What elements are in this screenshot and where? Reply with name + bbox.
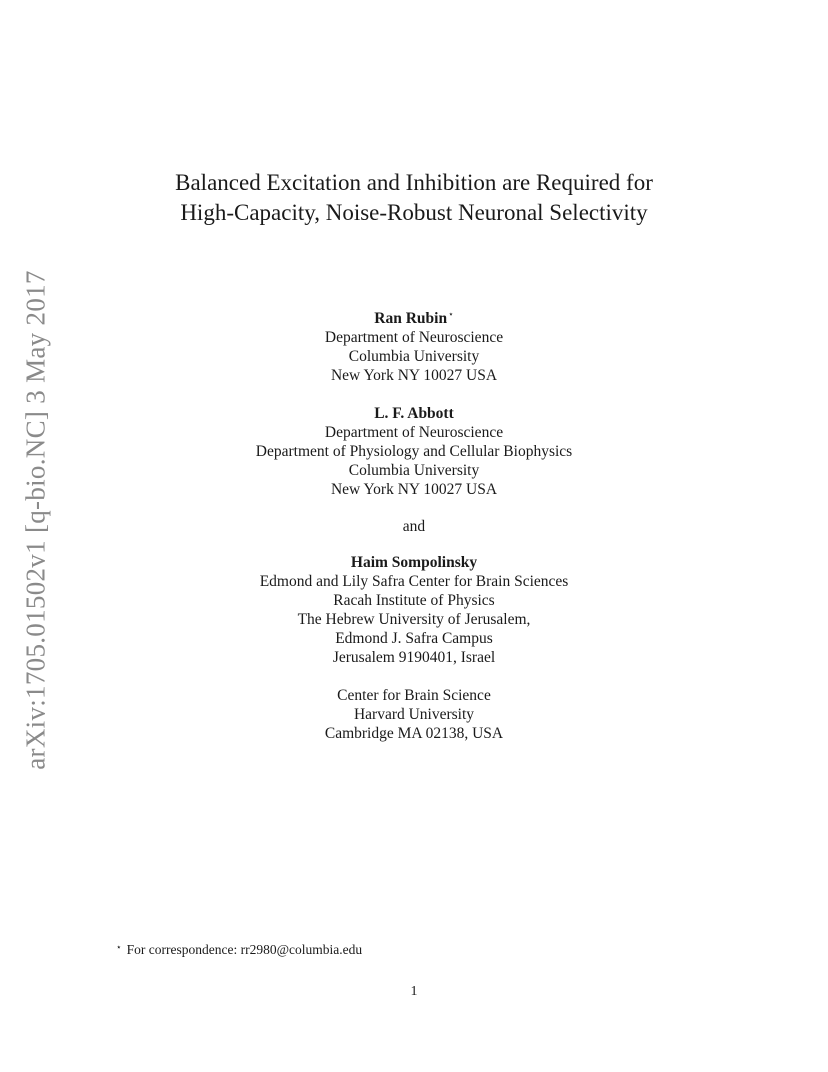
affiliation-line: Center for Brain Science — [337, 687, 491, 704]
author-block-sompolinsky — [0, 553, 828, 667]
affiliation-line: Racah Institute of Physics — [333, 592, 495, 609]
affiliation-line: Edmond J. Safra Campus — [335, 630, 493, 647]
author-name: Haim Sompolinsky — [350, 554, 478, 571]
footnote-text: For correspondence: rr2980@columbia.edu — [126, 942, 363, 957]
author-block-rubin — [0, 305, 828, 385]
title-line-2: High-Capacity, Noise-Robust Neuronal Selectivity — [180, 200, 648, 225]
correspondence-mark: ⋆ — [448, 309, 454, 319]
affiliation-line: Edmond and Lily Safra Center for Brain Sciences — [259, 573, 569, 590]
paper-title — [0, 168, 828, 228]
affiliation-line: New York NY 10027 USA — [330, 367, 498, 384]
footnote-mark: ⋆ — [116, 942, 122, 952]
affiliation-line: New York NY 10027 USA — [330, 481, 498, 498]
affiliation-line: Harvard University — [353, 706, 475, 723]
author-name: Ran Rubin⋆ — [374, 309, 454, 327]
correspondence-footnote — [116, 942, 362, 958]
second-affiliation-block — [0, 686, 828, 743]
and-separator: and — [402, 518, 426, 535]
affiliation-line: Department of Neuroscience — [324, 329, 504, 346]
affiliation-line: The Hebrew University of Jerusalem, — [297, 611, 531, 628]
affiliation-line: Cambridge MA 02138, USA — [324, 725, 504, 742]
affiliation-line: Department of Physiology and Cellular Biophysics — [255, 443, 573, 460]
affiliation-line: Columbia University — [348, 462, 480, 479]
author-list — [0, 305, 828, 762]
affiliation-line: Columbia University — [348, 348, 480, 365]
title-line-1: Balanced Excitation and Inhibition are Required for — [175, 170, 653, 195]
affiliation-line: Department of Neuroscience — [324, 424, 504, 441]
author-block-abbott — [0, 404, 828, 499]
author-name: L. F. Abbott — [374, 405, 454, 422]
page-number: 1 — [410, 984, 418, 999]
arxiv-identifier-text: arXiv:1705.01502v1 [q-bio.NC] 3 May 2017 — [20, 270, 51, 770]
affiliation-line: Jerusalem 9190401, Israel — [332, 649, 496, 666]
